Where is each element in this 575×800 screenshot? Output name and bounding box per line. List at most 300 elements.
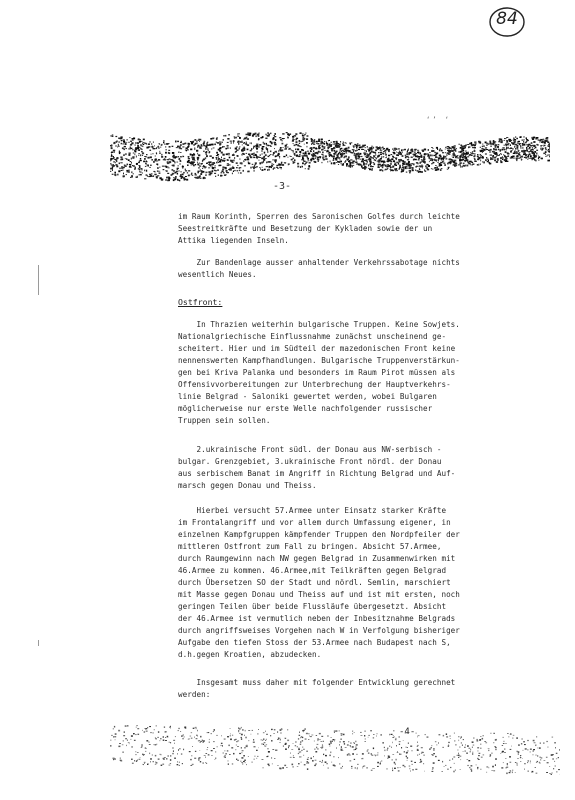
noise-speck bbox=[122, 752, 124, 753]
noise-speck bbox=[449, 760, 450, 761]
noise-speck bbox=[303, 732, 304, 733]
noise-speck bbox=[163, 740, 165, 741]
noise-speck bbox=[185, 176, 187, 177]
noise-speck bbox=[173, 750, 174, 752]
noise-speck bbox=[194, 177, 195, 178]
noise-speck bbox=[205, 157, 206, 158]
noise-speck bbox=[334, 730, 336, 732]
noise-speck bbox=[256, 750, 258, 751]
noise-speck bbox=[200, 178, 201, 179]
noise-speck bbox=[244, 142, 245, 144]
noise-speck bbox=[426, 154, 428, 155]
noise-speck bbox=[404, 751, 405, 752]
noise-speck bbox=[275, 161, 276, 163]
noise-speck bbox=[244, 138, 246, 140]
noise-speck bbox=[362, 147, 363, 148]
noise-speck bbox=[382, 170, 383, 172]
noise-speck bbox=[448, 742, 450, 743]
noise-speck bbox=[124, 154, 125, 156]
noise-speck bbox=[470, 749, 471, 751]
noise-speck bbox=[489, 141, 491, 143]
noise-speck bbox=[268, 751, 270, 753]
noise-speck bbox=[273, 167, 275, 168]
noise-speck bbox=[375, 150, 377, 152]
noise-speck bbox=[333, 756, 334, 757]
noise-speck bbox=[493, 140, 494, 142]
noise-speck bbox=[317, 738, 319, 739]
noise-speck bbox=[298, 156, 300, 157]
noise-speck bbox=[350, 754, 351, 755]
noise-speck bbox=[396, 759, 397, 761]
noise-speck bbox=[177, 753, 178, 754]
noise-speck bbox=[522, 140, 524, 141]
noise-speck bbox=[165, 170, 167, 171]
noise-speck bbox=[467, 159, 469, 161]
noise-speck bbox=[355, 767, 357, 768]
noise-speck bbox=[286, 144, 288, 145]
noise-speck bbox=[535, 160, 536, 162]
noise-speck bbox=[517, 143, 519, 144]
noise-speck bbox=[290, 757, 292, 758]
noise-speck bbox=[231, 169, 232, 170]
noise-speck bbox=[507, 144, 509, 146]
noise-speck bbox=[403, 765, 405, 766]
noise-speck bbox=[483, 146, 485, 147]
noise-speck bbox=[199, 141, 200, 142]
noise-speck bbox=[124, 146, 126, 147]
scan-noise-band bbox=[110, 132, 550, 182]
noise-speck bbox=[197, 730, 198, 732]
noise-speck bbox=[191, 174, 192, 176]
noise-speck bbox=[296, 141, 298, 143]
noise-speck bbox=[302, 141, 303, 142]
noise-speck bbox=[458, 736, 459, 737]
noise-speck bbox=[118, 138, 120, 140]
noise-speck bbox=[172, 165, 174, 166]
noise-speck bbox=[471, 162, 473, 163]
noise-speck bbox=[305, 155, 307, 157]
noise-speck bbox=[323, 765, 324, 766]
noise-speck bbox=[201, 170, 203, 172]
noise-speck bbox=[357, 767, 358, 768]
text-line: möglicherweise nur erste Welle nachfolgender russischer bbox=[178, 404, 433, 413]
noise-speck bbox=[482, 738, 484, 740]
noise-speck bbox=[143, 139, 145, 141]
noise-speck bbox=[237, 760, 239, 761]
noise-speck bbox=[518, 758, 519, 759]
noise-speck bbox=[532, 159, 534, 160]
noise-speck bbox=[381, 147, 382, 149]
noise-speck bbox=[339, 152, 340, 154]
noise-speck bbox=[467, 156, 469, 157]
noise-speck bbox=[377, 753, 378, 754]
noise-speck bbox=[500, 161, 502, 163]
noise-speck bbox=[239, 167, 241, 168]
noise-speck bbox=[455, 744, 456, 745]
noise-speck bbox=[334, 155, 335, 157]
noise-speck bbox=[118, 746, 120, 748]
noise-speck bbox=[246, 137, 248, 138]
noise-speck bbox=[361, 758, 362, 759]
noise-speck bbox=[368, 735, 369, 736]
noise-speck bbox=[522, 758, 523, 759]
text-line: mittleren Ostfront zum Fall zu bringen. Absicht 57.Armee, bbox=[178, 542, 442, 551]
noise-speck bbox=[245, 730, 246, 732]
noise-speck bbox=[140, 144, 142, 145]
noise-speck bbox=[305, 152, 307, 154]
noise-speck bbox=[294, 155, 296, 156]
noise-speck bbox=[424, 156, 425, 158]
noise-speck bbox=[288, 747, 289, 749]
noise-speck bbox=[355, 155, 357, 156]
noise-speck bbox=[447, 148, 449, 149]
noise-speck bbox=[263, 744, 264, 745]
noise-speck bbox=[256, 758, 257, 759]
noise-speck bbox=[461, 736, 462, 737]
noise-speck bbox=[136, 156, 137, 158]
noise-speck bbox=[305, 168, 306, 169]
noise-speck bbox=[505, 151, 507, 153]
noise-speck bbox=[182, 147, 184, 148]
noise-speck bbox=[422, 150, 424, 152]
noise-speck bbox=[212, 167, 214, 169]
noise-speck bbox=[453, 771, 454, 773]
noise-speck bbox=[383, 153, 384, 155]
noise-speck bbox=[295, 745, 296, 746]
noise-speck bbox=[458, 151, 460, 152]
noise-speck bbox=[296, 155, 298, 157]
noise-speck bbox=[505, 138, 506, 139]
noise-speck bbox=[361, 165, 363, 166]
noise-speck bbox=[419, 162, 421, 164]
noise-speck bbox=[398, 159, 400, 161]
noise-speck bbox=[353, 149, 355, 150]
noise-speck bbox=[271, 165, 273, 167]
noise-speck bbox=[538, 155, 539, 156]
noise-speck bbox=[124, 165, 126, 166]
noise-speck bbox=[183, 737, 185, 738]
noise-speck bbox=[515, 762, 516, 763]
noise-speck bbox=[533, 141, 535, 143]
noise-speck bbox=[260, 137, 262, 138]
noise-speck bbox=[536, 150, 538, 151]
noise-speck bbox=[310, 159, 312, 161]
noise-speck bbox=[466, 753, 468, 754]
noise-speck bbox=[365, 163, 367, 164]
noise-speck bbox=[522, 144, 523, 146]
noise-speck bbox=[423, 752, 424, 753]
noise-speck bbox=[358, 158, 359, 160]
noise-speck bbox=[182, 156, 183, 157]
noise-speck bbox=[430, 154, 431, 156]
noise-speck bbox=[279, 742, 280, 743]
noise-speck bbox=[482, 157, 483, 158]
noise-speck bbox=[488, 161, 489, 162]
noise-speck bbox=[179, 164, 181, 165]
noise-speck bbox=[221, 735, 222, 736]
noise-speck bbox=[157, 737, 159, 738]
noise-speck bbox=[277, 168, 278, 169]
noise-speck bbox=[528, 760, 530, 761]
noise-speck bbox=[521, 743, 522, 744]
noise-speck bbox=[293, 143, 294, 144]
noise-speck bbox=[306, 162, 308, 164]
noise-speck bbox=[445, 147, 446, 148]
noise-speck bbox=[400, 767, 401, 768]
noise-speck bbox=[111, 165, 113, 166]
noise-speck bbox=[136, 163, 138, 165]
noise-speck bbox=[128, 171, 130, 172]
noise-speck bbox=[117, 147, 118, 148]
noise-speck bbox=[163, 142, 164, 143]
noise-speck bbox=[464, 153, 466, 155]
noise-speck bbox=[290, 752, 291, 753]
noise-speck bbox=[518, 751, 520, 753]
noise-speck bbox=[389, 746, 390, 747]
noise-speck bbox=[142, 730, 143, 731]
noise-speck bbox=[181, 141, 182, 142]
noise-speck bbox=[409, 152, 411, 154]
noise-speck bbox=[473, 156, 475, 158]
noise-speck bbox=[114, 174, 116, 176]
noise-speck bbox=[297, 746, 298, 747]
noise-speck bbox=[544, 760, 546, 761]
noise-speck bbox=[146, 165, 148, 166]
noise-speck bbox=[241, 747, 242, 749]
noise-speck bbox=[381, 761, 382, 762]
noise-speck bbox=[286, 132, 288, 133]
noise-speck bbox=[469, 154, 471, 156]
noise-speck bbox=[428, 169, 430, 170]
noise-speck bbox=[395, 162, 396, 164]
noise-speck bbox=[118, 158, 119, 159]
noise-speck bbox=[177, 764, 179, 765]
noise-speck bbox=[522, 738, 523, 739]
noise-speck bbox=[233, 753, 235, 755]
noise-speck bbox=[182, 165, 183, 166]
noise-speck bbox=[275, 156, 276, 158]
noise-speck bbox=[197, 177, 199, 179]
noise-speck bbox=[500, 153, 501, 154]
noise-speck bbox=[382, 147, 383, 149]
noise-speck bbox=[547, 141, 549, 142]
noise-speck bbox=[464, 751, 466, 752]
noise-speck bbox=[200, 146, 201, 147]
noise-speck bbox=[140, 160, 142, 161]
noise-speck bbox=[263, 767, 264, 768]
noise-speck bbox=[236, 167, 238, 168]
noise-speck bbox=[297, 149, 299, 151]
noise-speck bbox=[471, 153, 473, 154]
noise-speck bbox=[242, 149, 243, 151]
noise-speck bbox=[385, 157, 386, 158]
noise-speck bbox=[311, 758, 312, 760]
noise-speck bbox=[154, 146, 155, 147]
noise-speck bbox=[353, 161, 355, 163]
noise-speck bbox=[187, 165, 189, 166]
noise-speck bbox=[534, 742, 536, 743]
noise-speck bbox=[137, 145, 139, 147]
noise-speck bbox=[322, 152, 323, 154]
noise-speck bbox=[236, 749, 237, 750]
noise-speck bbox=[493, 148, 495, 149]
noise-speck bbox=[480, 736, 481, 737]
noise-speck bbox=[227, 145, 228, 147]
noise-speck bbox=[227, 165, 229, 166]
noise-speck bbox=[236, 744, 237, 745]
noise-speck bbox=[527, 159, 528, 160]
noise-speck bbox=[173, 740, 175, 741]
noise-speck bbox=[272, 763, 273, 764]
noise-speck bbox=[187, 149, 188, 151]
noise-speck bbox=[172, 146, 174, 147]
noise-speck bbox=[177, 761, 178, 762]
noise-speck bbox=[123, 735, 125, 736]
noise-speck bbox=[280, 147, 282, 148]
noise-speck bbox=[366, 150, 367, 152]
text-line: durch Raumgewinn nach NW gegen Belgrad in Zusammenwirken mit bbox=[178, 554, 456, 563]
noise-speck bbox=[326, 763, 327, 764]
noise-speck bbox=[128, 154, 130, 156]
noise-speck bbox=[180, 144, 182, 146]
noise-speck bbox=[398, 148, 399, 150]
noise-speck bbox=[345, 148, 347, 149]
noise-speck bbox=[402, 163, 404, 165]
noise-speck bbox=[486, 157, 487, 159]
noise-speck bbox=[365, 156, 367, 157]
noise-speck bbox=[372, 168, 373, 169]
noise-speck bbox=[323, 741, 324, 742]
noise-speck bbox=[316, 141, 318, 143]
noise-speck bbox=[475, 161, 477, 162]
noise-speck bbox=[417, 742, 418, 743]
noise-speck bbox=[140, 171, 141, 173]
noise-speck bbox=[368, 150, 370, 152]
noise-speck bbox=[145, 728, 146, 729]
noise-speck bbox=[286, 154, 287, 156]
noise-speck bbox=[148, 176, 150, 177]
noise-speck bbox=[212, 162, 213, 164]
noise-speck bbox=[533, 750, 534, 751]
noise-speck bbox=[292, 158, 294, 159]
noise-speck bbox=[251, 154, 253, 155]
noise-speck bbox=[524, 744, 526, 745]
noise-speck bbox=[321, 149, 322, 151]
noise-speck bbox=[340, 163, 341, 164]
noise-speck bbox=[182, 166, 184, 168]
noise-speck bbox=[453, 153, 455, 154]
noise-speck bbox=[459, 159, 461, 161]
noise-speck bbox=[398, 770, 400, 771]
noise-speck bbox=[500, 150, 502, 151]
noise-speck bbox=[149, 726, 151, 727]
noise-speck bbox=[394, 762, 395, 764]
noise-speck bbox=[536, 736, 537, 737]
noise-speck bbox=[500, 139, 502, 141]
noise-speck bbox=[150, 165, 151, 166]
noise-speck bbox=[131, 759, 133, 760]
noise-speck bbox=[362, 167, 364, 169]
noise-speck bbox=[285, 738, 286, 739]
noise-speck bbox=[168, 152, 169, 154]
noise-speck bbox=[432, 155, 433, 157]
noise-speck bbox=[246, 153, 248, 154]
noise-speck bbox=[227, 750, 229, 751]
noise-speck bbox=[381, 156, 382, 157]
noise-speck bbox=[537, 748, 538, 749]
noise-speck bbox=[369, 158, 371, 159]
noise-speck bbox=[435, 756, 437, 757]
noise-speck bbox=[371, 147, 373, 148]
noise-speck bbox=[512, 148, 513, 149]
noise-speck bbox=[270, 146, 272, 147]
noise-speck bbox=[132, 763, 134, 764]
noise-speck bbox=[448, 745, 449, 746]
noise-speck bbox=[195, 174, 197, 175]
noise-speck bbox=[513, 735, 515, 736]
noise-speck bbox=[477, 767, 479, 768]
noise-speck bbox=[279, 167, 280, 169]
noise-speck bbox=[221, 745, 222, 746]
noise-speck bbox=[415, 170, 416, 171]
noise-speck bbox=[409, 768, 410, 769]
noise-speck bbox=[353, 163, 354, 164]
noise-speck bbox=[236, 147, 238, 148]
noise-speck bbox=[274, 160, 275, 161]
noise-speck bbox=[121, 170, 123, 171]
noise-speck bbox=[429, 161, 430, 162]
noise-speck bbox=[516, 159, 517, 161]
noise-speck bbox=[531, 142, 533, 144]
noise-speck bbox=[378, 164, 380, 166]
noise-speck bbox=[548, 145, 550, 147]
noise-speck bbox=[469, 767, 470, 768]
text-line: Insgesamt muss daher mit folgender Entwicklung gerechnet bbox=[178, 678, 456, 687]
noise-speck bbox=[391, 154, 393, 155]
noise-speck bbox=[190, 149, 192, 151]
noise-speck bbox=[292, 766, 293, 767]
noise-speck bbox=[443, 163, 445, 164]
noise-speck bbox=[184, 727, 186, 729]
noise-speck bbox=[374, 159, 376, 161]
noise-speck bbox=[248, 154, 250, 156]
noise-speck bbox=[194, 148, 195, 149]
noise-speck bbox=[117, 159, 118, 160]
noise-speck bbox=[401, 169, 402, 171]
noise-speck bbox=[378, 159, 380, 161]
noise-speck bbox=[220, 142, 221, 143]
noise-speck bbox=[502, 156, 503, 158]
noise-speck bbox=[535, 151, 536, 153]
noise-speck bbox=[144, 763, 145, 764]
noise-speck bbox=[524, 763, 525, 764]
noise-speck bbox=[474, 159, 476, 160]
noise-speck bbox=[227, 761, 228, 762]
noise-speck bbox=[142, 152, 144, 154]
noise-speck bbox=[313, 756, 314, 757]
noise-speck bbox=[141, 141, 142, 142]
noise-speck bbox=[119, 152, 120, 154]
noise-speck bbox=[172, 169, 174, 171]
noise-speck bbox=[498, 149, 499, 151]
noise-speck bbox=[408, 742, 409, 744]
noise-speck bbox=[510, 734, 512, 735]
noise-speck bbox=[335, 145, 336, 147]
noise-speck bbox=[478, 755, 480, 756]
noise-speck bbox=[532, 147, 533, 148]
noise-speck bbox=[122, 744, 124, 745]
noise-speck bbox=[284, 162, 286, 163]
